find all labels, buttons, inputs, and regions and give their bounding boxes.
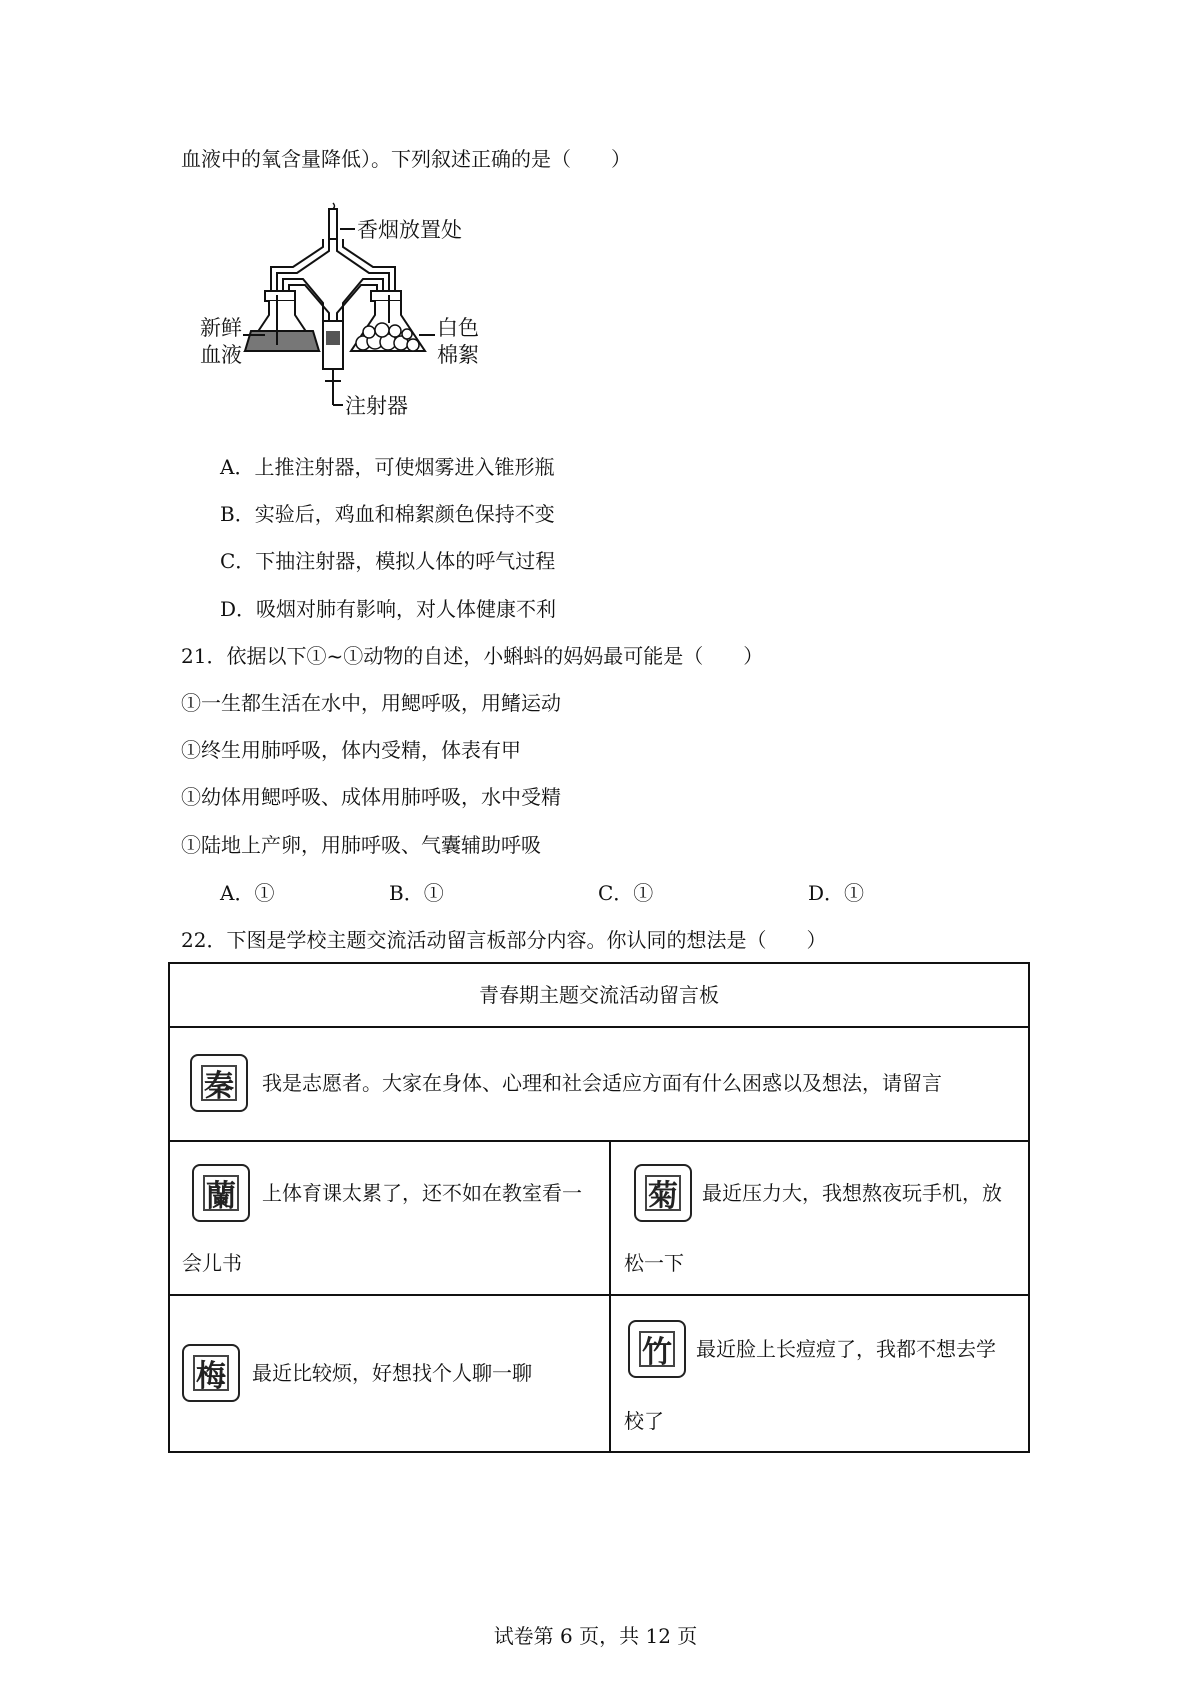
seal-zhu-icon: 竹 [628,1320,686,1378]
q21-statement-1: ①一生都生活在水中，用鳃呼吸，用鳍运动 [181,691,561,715]
syringe [323,321,343,381]
q22-stem: 22．下图是学校主题交流活动留言板部分内容。你认同的想法是（ ） [181,928,827,952]
message-1-line-1: 上体育课太累了，还不如在教室看一 [262,1181,582,1205]
q20-option-d: D．吸烟对肺有影响，对人体健康不利 [220,597,557,621]
page-footer: 试卷第 6 页，共 12 页 [493,1624,698,1648]
message-board-table [168,962,1030,1453]
label-syringe: 注射器 [345,394,408,418]
seal-ju-icon: 菊 [634,1164,692,1222]
q21-statement-2: ①终生用肺呼吸，体内受精，体表有甲 [181,738,521,762]
smoking-experiment-figure [200,205,485,420]
q21-statement-4: ①陆地上产卵，用肺呼吸、气囊辅助呼吸 [181,833,541,857]
message-4-line-1: 最近脸上长痘痘了，我都不想去学 [696,1337,996,1361]
board-title: 青春期主题交流活动留言板 [479,983,719,1007]
q21-statement-3: ①幼体用鳃呼吸、成体用肺呼吸，水中受精 [181,785,561,809]
message-2-line-1: 最近压力大，我想熬夜玩手机，放 [702,1181,1002,1205]
seal-qin-icon: 秦 [190,1054,248,1112]
label-cigarette-place: 香烟放置处 [357,218,462,242]
q20-option-c: C．下抽注射器，模拟人体的呼气过程 [220,549,556,573]
volunteer-message: 我是志愿者。大家在身体、心理和社会适应方面有什么困惑以及想法，请留言 [262,1071,942,1095]
seal-lan-icon: 蘭 [192,1164,250,1222]
seal-mei-icon: 梅 [182,1344,240,1402]
right-flask-cotton [351,291,425,351]
q20-option-b: B．实验后，鸡血和棉絮颜色保持不变 [220,502,555,526]
message-4-line-2: 校了 [624,1409,664,1433]
q21-option-d: D．① [808,881,865,905]
cigarette-icon [329,203,337,239]
label-white-1: 白色 [437,316,479,340]
label-white-2: 棉絮 [437,343,479,367]
q21-option-b: B．① [389,881,444,905]
label-fresh-2: 血液 [200,343,242,367]
message-1-line-2: 会儿书 [182,1251,242,1275]
message-3-line-1: 最近比较烦，好想找个人聊一聊 [252,1361,532,1385]
q20-option-a: A．上推注射器，可使烟雾进入锥形瓶 [220,455,555,479]
question-stem-continuation: 血液中的氧含量降低）。下列叙述正确的是（ ） [181,147,631,171]
left-flask-blood [245,291,319,351]
q21-option-c: C．① [598,881,654,905]
q21-option-a: A．① [220,881,275,905]
label-fresh-1: 新鲜 [200,316,242,340]
message-2-line-2: 松一下 [624,1251,684,1275]
q21-stem: 21．依据以下①~①动物的自述，小蝌蚪的妈妈最可能是（ ） [181,644,764,668]
